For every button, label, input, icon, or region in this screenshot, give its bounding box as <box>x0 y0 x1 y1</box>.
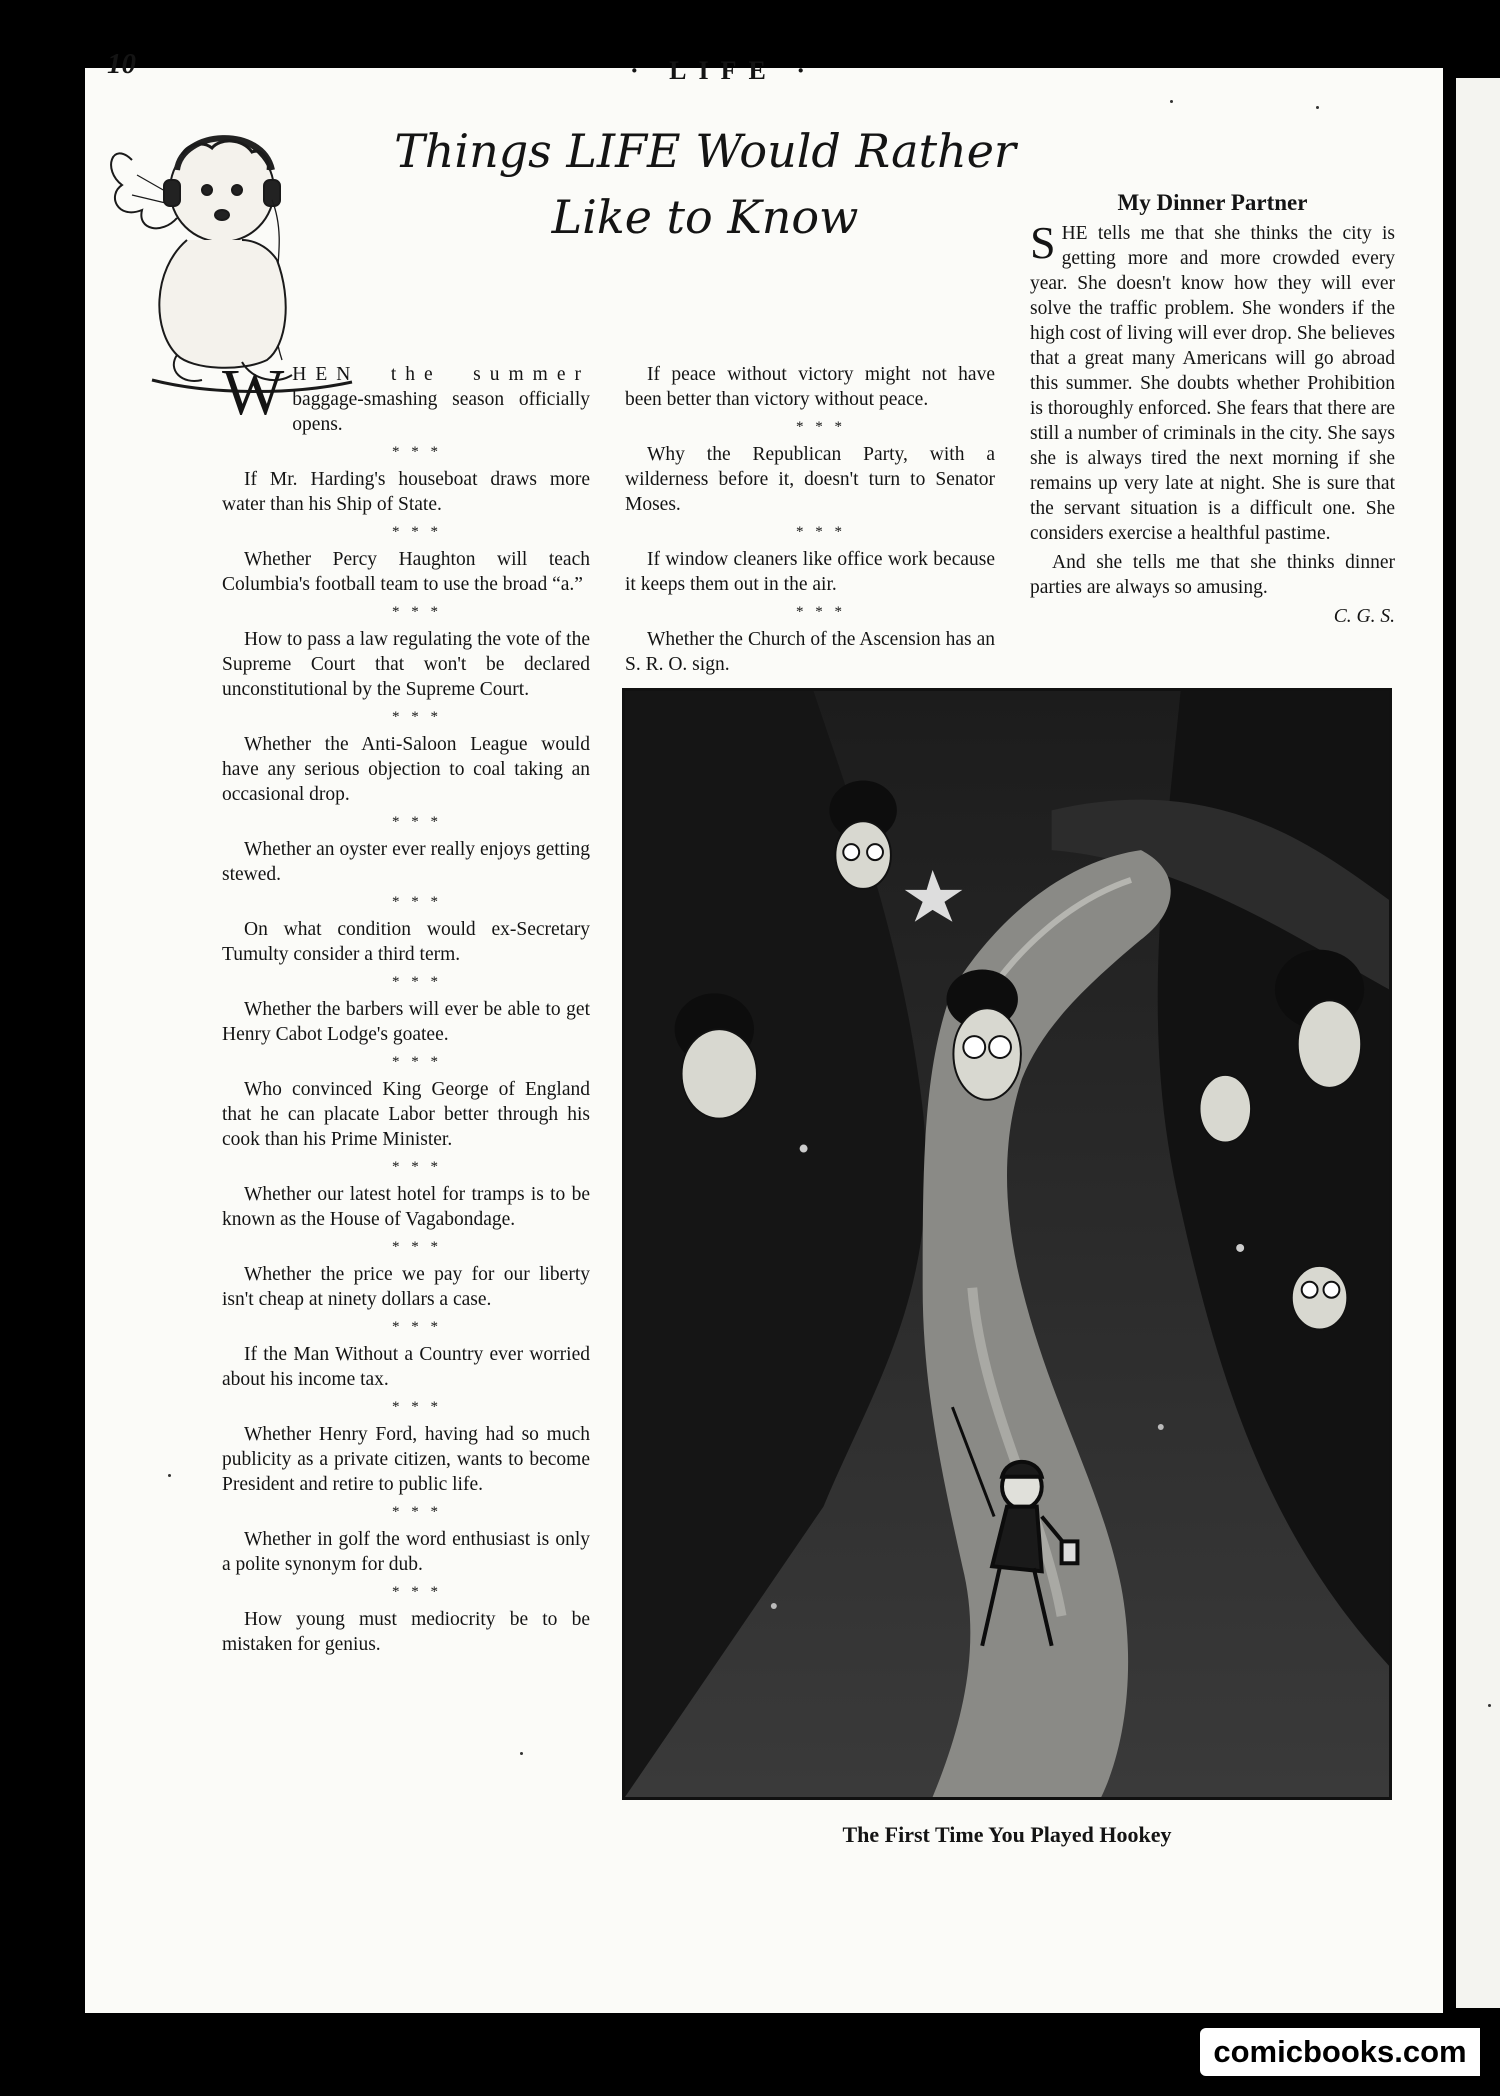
dinner-partner-paragraph-2: And she tells me that she thinks dinner parties are always so amusing. <box>1030 552 1395 598</box>
list-item: Whether Percy Haughton will teach Columbia's football team to use the broad “a.” <box>222 549 590 595</box>
separator: * * * <box>796 419 846 435</box>
list-item: If window cleaners like office work because it keeps them out in the air. <box>625 549 995 595</box>
left-column <box>222 356 590 1661</box>
list-item: Whether our latest hotel for tramps is to be known as the House of Vagabondage. <box>222 1184 590 1230</box>
list-item: Whether the Church of the Ascension has an S. R. O. sign. <box>625 629 995 675</box>
separator: * * * <box>392 974 442 990</box>
magazine-masthead: · LIFE · <box>630 56 818 85</box>
separator: * * * <box>392 1054 442 1070</box>
article-title-line-1: Things LIFE Would Rather <box>394 124 1016 178</box>
dinner-partner-article <box>1030 190 1395 633</box>
separator: * * * <box>392 1584 442 1600</box>
separator: * * * <box>392 709 442 725</box>
separator: * * * <box>392 1159 442 1175</box>
list-item: How young must mediocrity be to be mistaken for genius. <box>222 1609 590 1655</box>
next-page-edge <box>1456 78 1500 2008</box>
separator: * * * <box>796 604 846 620</box>
illustration-caption: The First Time You Played Hookey <box>842 1822 1172 1847</box>
list-item: Whether an oyster ever really enjoys getting stewed. <box>222 839 590 885</box>
list-item: If peace without victory might not have been better than victory without peace. <box>625 364 995 410</box>
separator: * * * <box>392 1399 442 1415</box>
list-item: Whether Henry Ford, having had so much publicity as a private citizen, wants to become President and retire to public life. <box>222 1424 590 1495</box>
scan-speck <box>1170 100 1173 103</box>
drop-cap: S <box>1030 217 1056 268</box>
list-item: Whether the barbers will ever be able to get Henry Cabot Lodge's goatee. <box>222 999 590 1045</box>
drop-cap: W <box>222 356 285 429</box>
list-item: How to pass a law regulating the vote of the Supreme Court that won't be declared unconstitutional by the Supreme Court. <box>222 629 590 700</box>
separator: * * * <box>392 524 442 540</box>
separator: * * * <box>392 814 442 830</box>
list-item: If the Man Without a Country ever worried about his income tax. <box>222 1344 590 1390</box>
dinner-partner-paragraph-1: SHE tells me that she thinks the city is getting more and more crowded every year. She doesn't know how they will ever solve the traffic problem. She wonders if the high cost of living will ever drop. She believes that a great many Americans will go abroad this summer. She doubts whether Prohibition is thoroughly enforced. She fears that there are still a number of criminals in the city. She says she is always tired the next morning if she remains up very late at night. She is sure that the servant situation is a difficult one. She considers exercise a healthful pastime. <box>1030 217 1395 544</box>
list-item: Who convinced King George of England that he can placate Labor better through his cook than his Prime Minister. <box>222 1079 590 1150</box>
page-number: 10 <box>107 48 136 80</box>
dinner-partner-title: My Dinner Partner <box>1117 190 1308 215</box>
separator: * * * <box>796 524 846 540</box>
author-signature: C. G. S. <box>1333 606 1395 627</box>
list-item: Whether the price we pay for our liberty isn't cheap at ninety dollars a case. <box>222 1264 590 1310</box>
list-item: Whether in golf the word enthusiast is only a polite synonym for dub. <box>222 1529 590 1575</box>
scan-speck <box>520 1752 523 1755</box>
separator: * * * <box>392 894 442 910</box>
list-item: On what condition would ex-Secretary Tumulty consider a third term. <box>222 919 590 965</box>
scan-speck <box>1488 1704 1491 1707</box>
list-item: If Mr. Harding's houseboat draws more water than his Ship of State. <box>222 469 590 515</box>
article-title <box>380 118 1030 250</box>
list-item: WHEN the summer baggage-smashing season officially opens. <box>222 356 590 435</box>
scan-speck <box>1316 106 1319 109</box>
separator: * * * <box>392 444 442 460</box>
separator: * * * <box>392 1239 442 1255</box>
article-title-line-2: Like to Know <box>551 190 859 244</box>
separator: * * * <box>392 1319 442 1335</box>
separator: * * * <box>392 1504 442 1520</box>
scan-speck <box>168 1474 171 1477</box>
watermark: comicbooks.com <box>1200 2028 1480 2076</box>
list-item: Why the Republican Party, with a wilderness before it, doesn't turn to Senator Moses. <box>625 444 995 515</box>
middle-column <box>625 362 995 681</box>
list-item: Whether the Anti-Saloon League would have any serious objection to coal taking an occasional drop. <box>222 734 590 805</box>
hookey-illustration <box>622 688 1392 1800</box>
separator: * * * <box>392 604 442 620</box>
